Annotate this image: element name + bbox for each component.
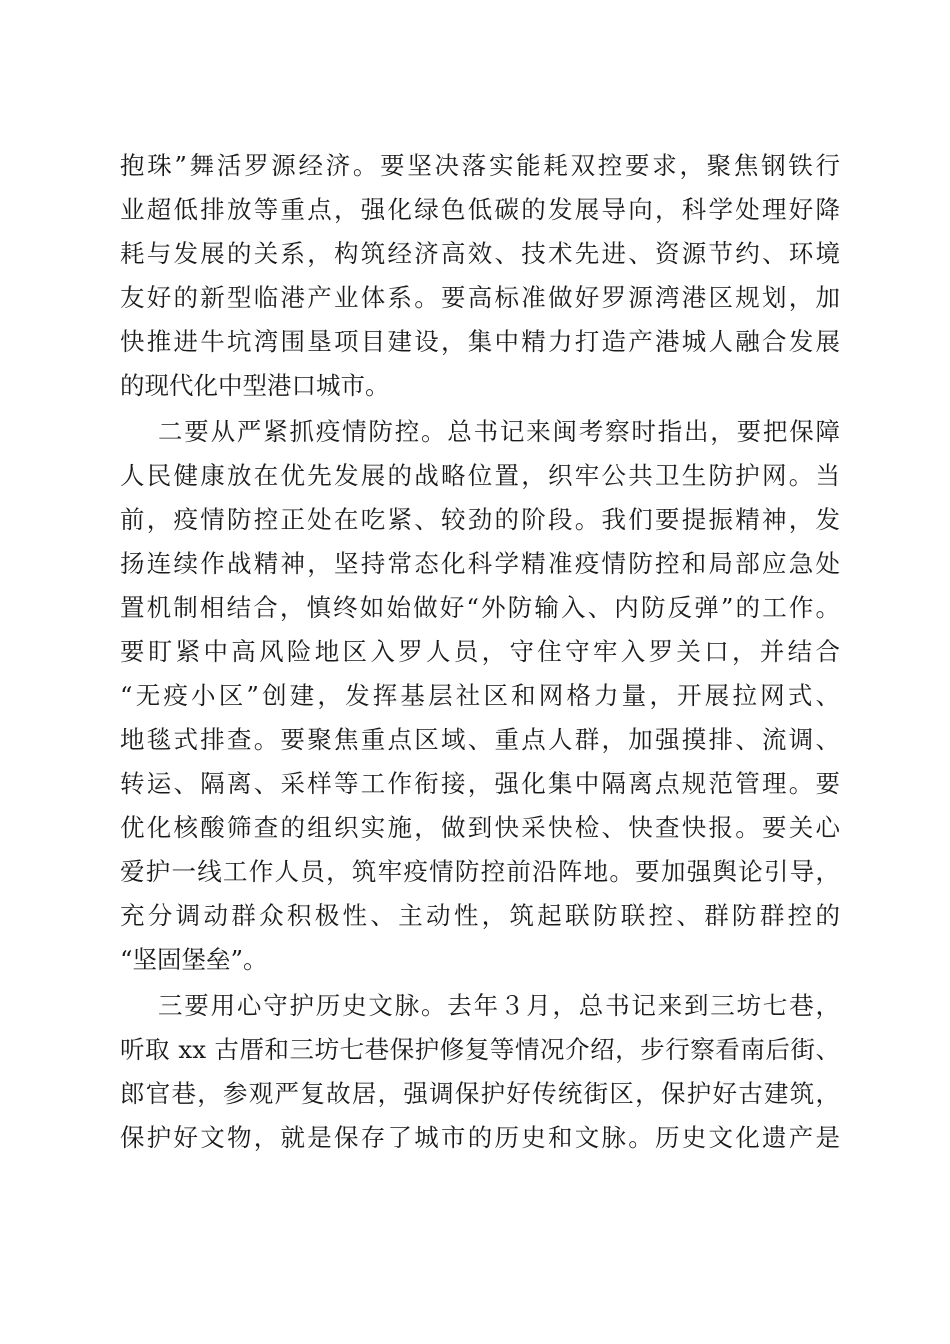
- paragraph-historical-heritage: [120, 984, 840, 1160]
- text-line: 的现代化中型港口城市。: [120, 371, 390, 400]
- text-line: 郎官巷，参观严复故居，强调保护好传统街区，保护好古建筑，: [120, 1079, 840, 1108]
- text-line: 三要用心守护历史文脉。去年３月，总书记来到三坊七巷，: [158, 991, 840, 1020]
- text-line: 充分调动群众积极性、主动性，筑起联防联控、群防群控的: [120, 901, 840, 930]
- paragraph-epidemic-control: [120, 410, 840, 982]
- text-line: 人民健康放在优先发展的战略位置，织牢公共卫生防护网。当: [120, 461, 840, 490]
- text-line: 抱珠”舞活罗源经济。要坚决落实能耗双控要求，聚焦钢铁行: [120, 151, 840, 180]
- document-body: [120, 144, 840, 1160]
- text-line: 前，疫情防控正处在吃紧、较劲的阶段。我们要提振精神，发: [120, 505, 840, 534]
- text-line: 置机制相结合，慎终如始做好“外防输入、内防反弹”的工作。: [120, 593, 840, 622]
- text-line: 扬连续作战精神，坚持常态化科学精准疫情防控和局部应急处: [120, 549, 840, 578]
- text-line: 听取 xx 古厝和三坊七巷保护修复等情况介绍，步行察看南后街、: [120, 1035, 840, 1064]
- text-line: 友好的新型临港产业体系。要高标准做好罗源湾港区规划，加: [120, 283, 840, 312]
- text-line: 要盯紧中高风险地区入罗人员，守住守牢入罗关口，并结合: [120, 637, 840, 666]
- text-line: 二要从严紧抓疫情防控。总书记来闽考察时指出，要把保障: [158, 417, 840, 446]
- text-line: 地毯式排查。要聚焦重点区域、重点人群，加强摸排、流调、: [120, 725, 840, 754]
- text-line: 保护好文物，就是保存了城市的历史和文脉。历史文化遗产是: [120, 1123, 840, 1152]
- text-line: 优化核酸筛查的组织实施，做到快采快检、快查快报。要关心: [120, 813, 840, 842]
- paragraph-low-carbon-port: [120, 144, 840, 408]
- text-line: “无疫小区”创建，发挥基层社区和网格力量，开展拉网式、: [120, 681, 840, 710]
- text-line: 业超低排放等重点，强化绿色低碳的发展导向，科学处理好降: [120, 195, 840, 224]
- text-line: 转运、隔离、采样等工作衔接，强化集中隔离点规范管理。要: [120, 769, 840, 798]
- text-line: 快推进牛坑湾围垦项目建设，集中精力打造产港城人融合发展: [120, 327, 840, 356]
- text-line: 爱护一线工作人员，筑牢疫情防控前沿阵地。要加强舆论引导，: [120, 857, 840, 886]
- text-line: “坚固堡垒”。: [120, 945, 268, 974]
- text-line: 耗与发展的关系，构筑经济高效、技术先进、资源节约、环境: [120, 239, 840, 268]
